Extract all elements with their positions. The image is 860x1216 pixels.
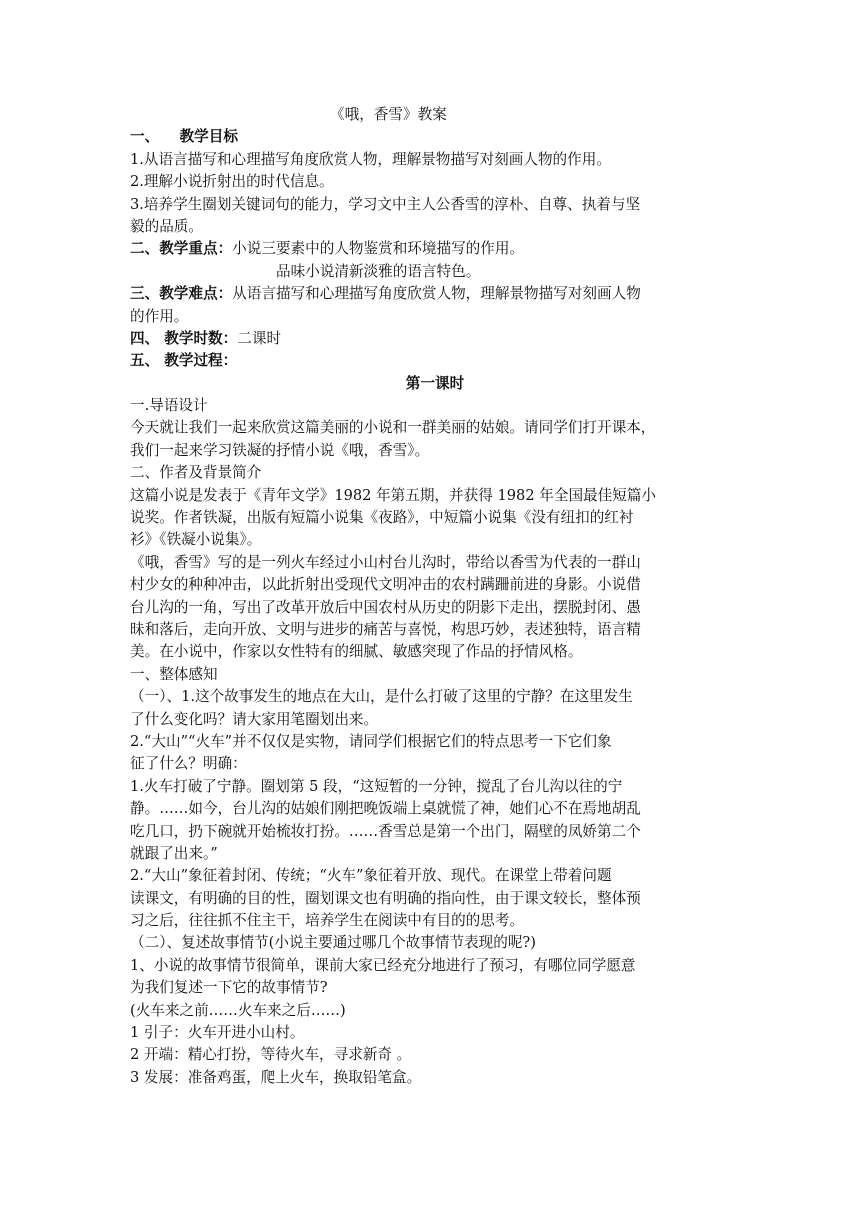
- background-text-5: 美。在小说中，作家以女性特有的细腻、敏感突现了作品的抒情风格。: [130, 643, 583, 661]
- section-title: 教学目标: [179, 128, 238, 146]
- intro-text-1: 今天就让我们一起来欣赏这篇美丽的小说和一群美丽的姑娘。请同学们打开课本，: [130, 419, 656, 437]
- background-text-1: 《哦，香雪》写的是一列火车经过小山村台儿沟时，带给以香雪为代表的一群山: [130, 553, 641, 571]
- section-process: 五、 教学过程：: [130, 352, 238, 370]
- objective-1: 1.从语言描写和心理描写角度欣赏人物，理解景物描写对刻画人物的作用。: [130, 150, 611, 168]
- author-text-1: 这篇小说是发表于《青年文学》1982 年第五期，并获得 1982 年全国最佳短篇小: [130, 486, 657, 504]
- section-number: 一、: [130, 128, 160, 146]
- question-3-1-line-2: 为我们复述一下它的故事情节?: [130, 979, 328, 997]
- difficulties-line-2: 的作用。: [130, 307, 189, 325]
- document-title: 《哦，香雪》教案: [330, 106, 447, 123]
- author-text-3: 衫》《铁凝小说集》。: [130, 531, 262, 549]
- section-objectives-heading: [130, 126, 740, 148]
- question-1-line-2: 了什么变化吗？请大家用笔圈划出来。: [130, 710, 379, 728]
- answer-2-line-3: 习之后，往往抓不住主干，培养学生在阅读中有目的的思考。: [130, 912, 525, 930]
- overall-heading: 一、整体感知: [130, 665, 218, 683]
- objective-3-line-2: 毅的品质。: [130, 217, 203, 235]
- plot-item-1: 1 引子：火车开进小山村。: [130, 1024, 305, 1042]
- answer-2-line-2: 读课文，有明确的目的性，圈划课文也有明确的指向性，由于课文较长，整体预: [130, 889, 641, 907]
- objective-2: 2.理解小说折射出的时代信息。: [130, 173, 334, 191]
- question-1-line-1: （一）、1.这个故事发生的地点在大山，是什么打破了这里的宁静？在这里发生: [130, 688, 633, 706]
- section-text: 小说三要素中的人物鉴赏和环境描写的作用。: [232, 240, 525, 258]
- intro-heading: 一.导语设计: [130, 397, 208, 415]
- answer-1-line-3: 吃几口，扔下碗就开始梳妆打扮。……香雪总是第一个出门，隔壁的凤娇第二个: [130, 822, 641, 840]
- question-2-line-2: 征了什么？明确：: [130, 755, 247, 773]
- plot-item-2: 2 开端：精心打扮，等待火车，寻求新奇 。: [130, 1046, 412, 1064]
- question-3-2: (火车来之前……火车来之后……): [130, 1001, 346, 1019]
- answer-1-line-2: 静。……如今，台儿沟的姑娘们刚把晚饭端上桌就慌了神，她们心不在焉地胡乱: [130, 800, 641, 818]
- question-3-1-line-1: 1、小说的故事情节很简单，课前大家已经充分地进行了预习，有哪位同学愿意: [130, 956, 636, 974]
- section-text: 从语言描写和心理描写角度欣赏人物，理解景物描写对刻画人物: [232, 285, 641, 303]
- background-text-4: 昧和落后，走向开放、文明与进步的痛苦与喜悦，构思巧妙，表述独特，语言精: [130, 620, 641, 638]
- section-title: 二、教学重点：: [130, 240, 233, 258]
- objective-3-line-1: 3.培养学生圈划关键词句的能力，学习文中主人公香雪的淳朴、自尊、执着与坚: [130, 195, 641, 213]
- answer-2-line-1: 2.“大山”象征着封闭、传统；“火车”象征着开放、现代。在课堂上带着问题: [130, 867, 612, 885]
- author-text-2: 说奖。作者铁凝，出版有短篇小说集《夜路》，中短篇小说集《没有纽扣的红衬: [130, 509, 634, 527]
- question-3: （二）、复述故事情节(小说主要通过哪几个故事情节表现的呢?): [130, 934, 536, 952]
- intro-text-2: 我们一起来学习铁凝的抒情小说《哦，香雪》。: [130, 441, 430, 459]
- answer-1-line-4: 就跟了出来。”: [130, 844, 218, 862]
- plot-item-3: 3 发展：准备鸡蛋，爬上火车，换取铅笔盒。: [130, 1068, 422, 1086]
- section-text: 二课时: [237, 329, 282, 347]
- section-difficulties: [130, 283, 740, 305]
- section-hours: [130, 328, 740, 350]
- section-title: 四、 教学时数：: [130, 329, 238, 347]
- document-page: [130, 104, 740, 1089]
- lesson-heading: 第一课时: [405, 374, 465, 392]
- key-point-2: 品味小说清新淡雅的语言特色。: [276, 262, 481, 280]
- answer-1-line-1: 1.火车打破了宁静。圈划第 5 段，“这短暂的一分钟，搅乱了台儿沟以往的宁: [130, 777, 623, 795]
- background-text-3: 台儿沟的一角，写出了改革开放后中国农村从历史的阴影下走出，摆脱封闭、愚: [130, 598, 641, 616]
- section-key-points: [130, 238, 740, 260]
- question-2-line-1: 2.“大山”“火车”并不仅仅是实物，请同学们根据它们的特点思考一下它们象: [130, 732, 612, 750]
- author-heading: 二、作者及背景简介: [130, 464, 262, 482]
- background-text-2: 村少女的种种冲击，以此折射出受现代文明冲击的农村蹒跚前进的身影。小说借: [130, 576, 641, 594]
- section-title: 三、教学难点：: [130, 285, 233, 303]
